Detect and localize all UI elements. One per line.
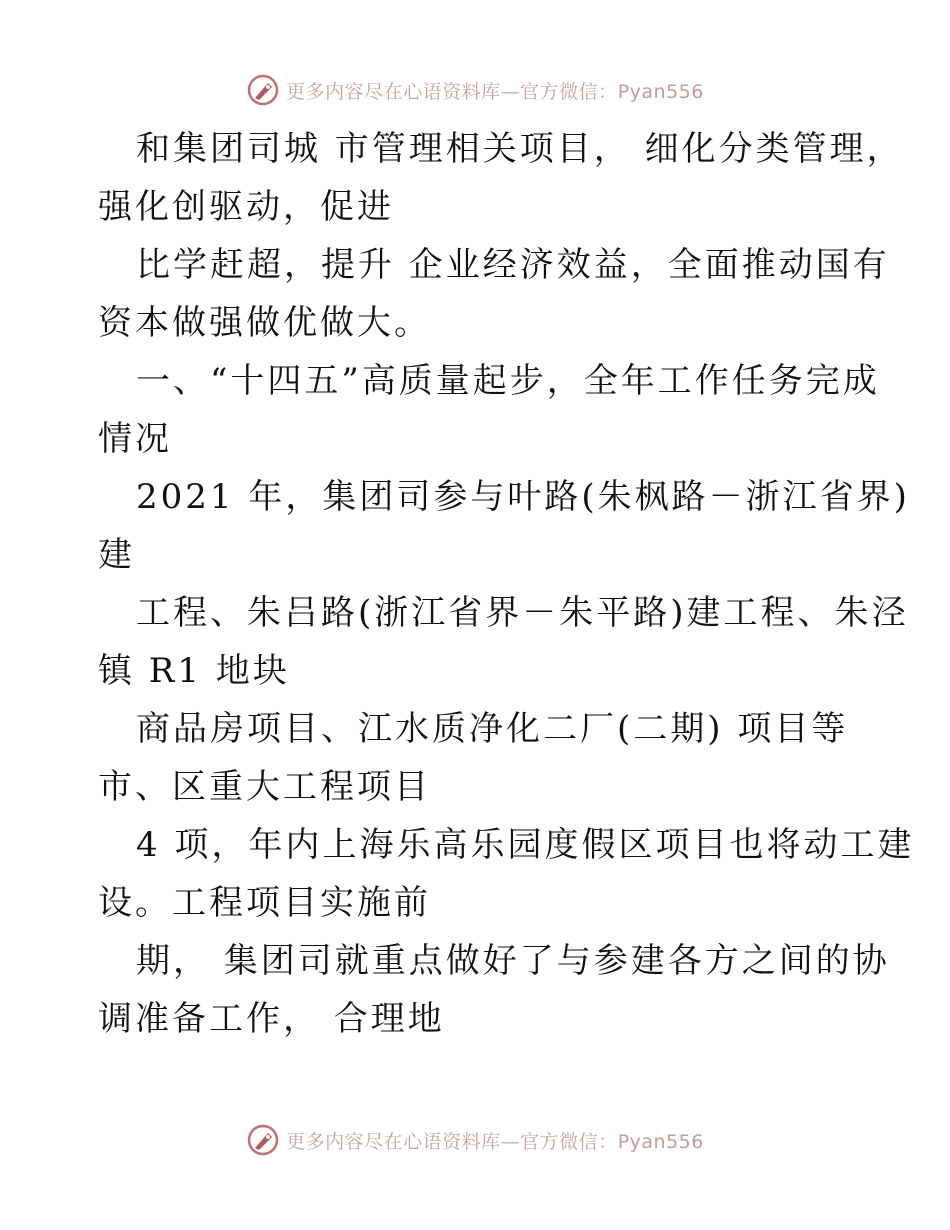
text-line: 2021 年，集团司参与叶路(朱枫路－浙江省界) (136, 477, 910, 517)
header-watermark (0, 70, 950, 110)
watermark-text: 更多内容尽在心语资料库 (286, 1130, 501, 1153)
watermark-handle: Pyan556 (617, 80, 704, 103)
text-line: 镇 R1 地块 (98, 651, 290, 691)
watermark-label: 官方微信： (520, 1130, 618, 1153)
text-line: 一、“十四五”高质量起步，全年工作任务完成 (136, 361, 880, 401)
watermark-text: 更多内容尽在心语资料库 (286, 80, 501, 103)
text-line: 建 (98, 535, 135, 575)
pen-nib-logo-icon (246, 73, 280, 107)
document-body (98, 120, 915, 1048)
text-line: 商品房项目、江水质净化二厂(二期) 项目等 (136, 709, 849, 749)
text-line: 工程、朱吕路(浙江省界－朱平路)建工程、朱泾 (136, 593, 909, 633)
text-line: 市、区重大工程项目 (98, 767, 431, 807)
watermark-dash: — (500, 80, 521, 103)
watermark-label: 官方微信： (520, 80, 618, 103)
watermark-handle: Pyan556 (617, 1130, 704, 1153)
text-line: 4 项，年内上海乐高乐园度假区项目也将动工建 (136, 825, 915, 865)
text-line: 强化创驱动，促进 (98, 187, 394, 227)
pen-nib-logo-icon (246, 1123, 280, 1157)
text-line: 设。工程项目实施前 (98, 883, 431, 923)
watermark-dash: — (500, 1130, 521, 1153)
text-line: 和集团司城 市管理相关项目， 细化分类管理， (136, 129, 904, 169)
text-line: 调准备工作， 合理地 (98, 999, 445, 1039)
text-line: 比学赶超，提升 企业经济效益，全面推动国有 (136, 245, 890, 285)
text-line: 情况 (98, 419, 172, 459)
text-line: 资本做强做优做大。 (98, 303, 431, 343)
footer-watermark (0, 1120, 950, 1160)
text-line: 期， 集团司就重点做好了与参建各方之间的协 (136, 941, 890, 981)
